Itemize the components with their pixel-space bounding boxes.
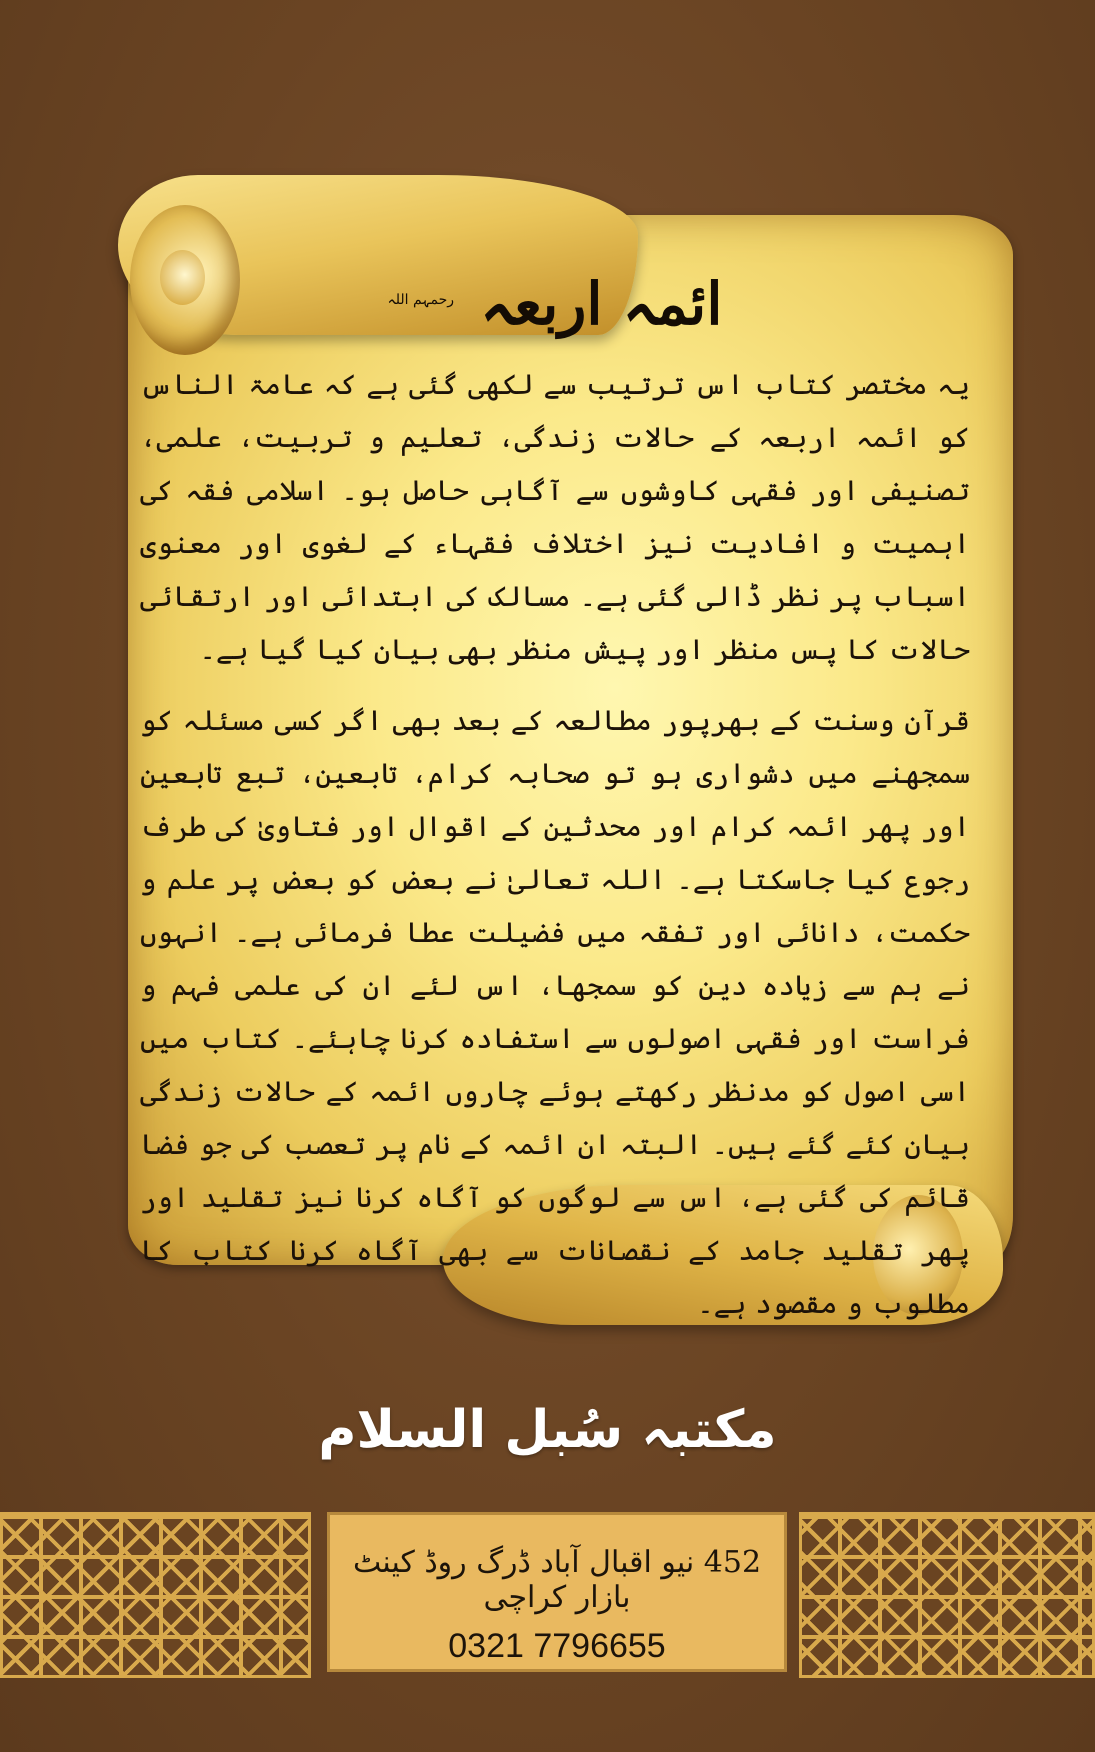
title-text: ائمہ اربعہ (480, 270, 723, 338)
scroll-content (140, 270, 970, 1348)
description-paragraph-2: قرآن وسنت کے بھرپور مطالعہ کے بعد بھی اگر کسی مسئلہ کو سمجھنے میں دشواری ہو تو صحابہ کرام، تابعین، تبع تابعین اور پھر ائمہ کرام اور محدثین کے اقوال اور فتاویٰ کی طرف رجوع کیا جاسکتا ہے۔ اللہ تعالیٰ نے بعض کو بعض پر علم و حکمت، دانائی اور تفقہ میں فضیلت عطا فرمائی ہے۔ انہوں نے ہم سے زیادہ دین کو سمجھا، اس لئے ان کی علمی فہم و فراست اور فقہی اصولوں سے استفادہ کرنا چاہئے۔ کتاب میں اسی اصول کو مدنظر رکھتے ہوئے چاروں ائمہ کے حالات زندگی بیان کئے گئے ہیں۔ البتہ ان ائمہ کے نام پر تعصب کی جو فضا قائم کی گئی ہے، اس سے لوگوں کو آگاہ کرنا نیز تقلید اور پھر تقلید جامد کے نقصانات سے بھی آگاہ کرنا کتاب کا مطلوب و مقصود ہے۔ (140, 704, 970, 1320)
geometric-pattern-right (799, 1512, 1095, 1678)
address-box (327, 1512, 787, 1672)
publisher-name: مکتبہ سُبل السلام (318, 1400, 777, 1460)
address-text: 452 نیو اقبال آباد ڈرگ روڈ کینٹ بازار کراچی (352, 1545, 762, 1615)
geometric-pattern-left (0, 1512, 311, 1678)
description-paragraph-1: یہ مختصر کتاب اس ترتیب سے لکھی گئی ہے کہ عامۃ الناس کو ائمہ اربعہ کے حالات زندگی، تعلیم و تربیت، علمی، تصنیفی اور فقہی کاوشوں سے آگاہی حاصل ہو۔ اسلامی فقہ کی اہمیت و افادیت نیز اختلاف فقہاء کے لغوی اور معنوی اسباب پر نظر ڈالی گئی ہے۔ مسالک کی ابتدائی اور ارتقائی حالات کا پس منظر اور پیش منظر بھی بیان کیا گیا ہے۔ (140, 368, 970, 666)
honorific-text: رحمہم اللہ (387, 291, 455, 308)
book-title (140, 270, 970, 338)
phone-number: 0321 7796655 (448, 1627, 666, 1665)
